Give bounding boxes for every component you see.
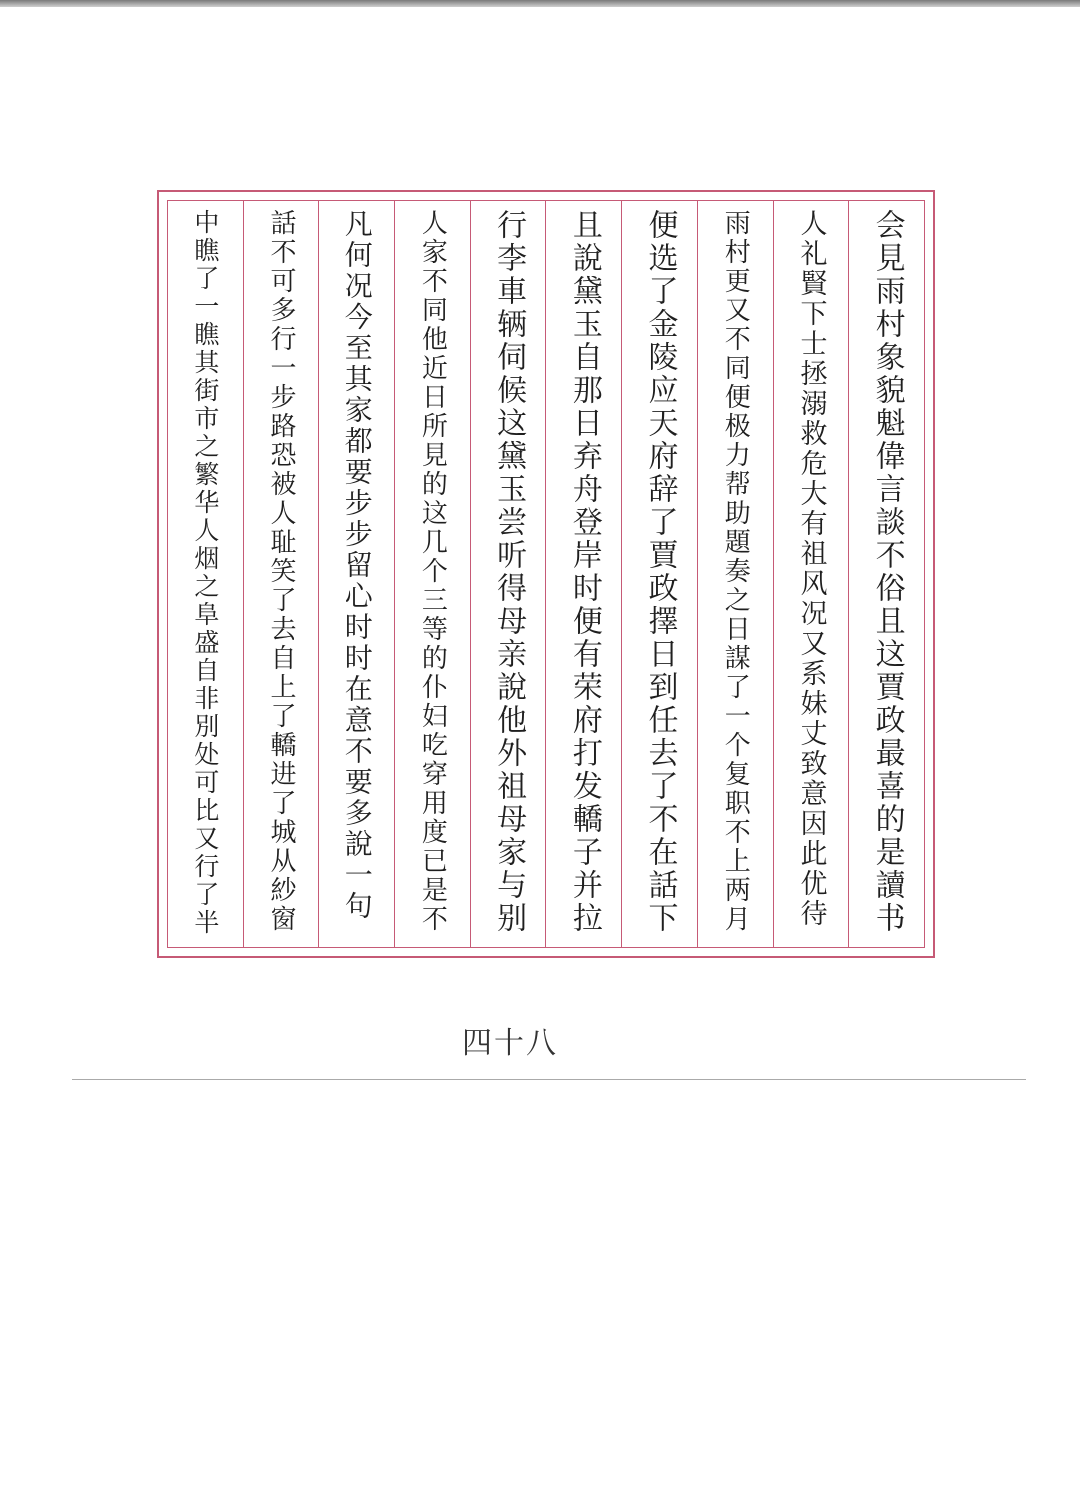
column-text: 凡何况今至其家都要步步留心时时在意不要多說一句 bbox=[340, 209, 374, 922]
column-8 bbox=[318, 201, 394, 947]
column-6 bbox=[470, 201, 546, 947]
column-text: 行李車辆伺候这黛玉尝听得母亲說他外祖母家与别 bbox=[491, 209, 527, 935]
column-2 bbox=[773, 201, 849, 947]
column-text: 雨村更又不同便极力帮助題奏之日謀了一个复职不上两月 bbox=[720, 209, 751, 934]
column-text: 便选了金陵应天府辞了賈政擇日到任去了不在話下 bbox=[642, 209, 678, 935]
column-3 bbox=[697, 201, 773, 947]
page-number: 四十八 bbox=[462, 1026, 558, 1061]
column-9 bbox=[243, 201, 319, 947]
column-text: 且說黛玉自那日弃舟登岸时便有荣府打发轎子并拉 bbox=[566, 209, 602, 935]
column-7 bbox=[394, 201, 470, 947]
column-text: 人礼賢下士拯溺救危大有祖风况又系妹丈致意因此优待 bbox=[795, 209, 827, 929]
manuscript-columns bbox=[168, 201, 924, 947]
column-1 bbox=[848, 201, 924, 947]
column-text: 人家不同他近日所見的这几个三等的仆妇吃穿用度已是不 bbox=[417, 209, 448, 934]
column-5 bbox=[545, 201, 621, 947]
column-text: 会見雨村象貌魁偉言談不俗且这賈政最喜的是讀书 bbox=[869, 209, 905, 935]
column-text: 話不可多行一步路恐被人耻笑了去自上了轎进了城从紗窗 bbox=[266, 209, 297, 934]
column-4 bbox=[621, 201, 697, 947]
bottom-rule bbox=[72, 1079, 1026, 1080]
scan-edge bbox=[0, 0, 1080, 7]
column-text: 中瞧了一瞧其街市之繁华人烟之阜盛自非別处可比又行了半 bbox=[190, 209, 220, 937]
column-10 bbox=[168, 201, 243, 947]
